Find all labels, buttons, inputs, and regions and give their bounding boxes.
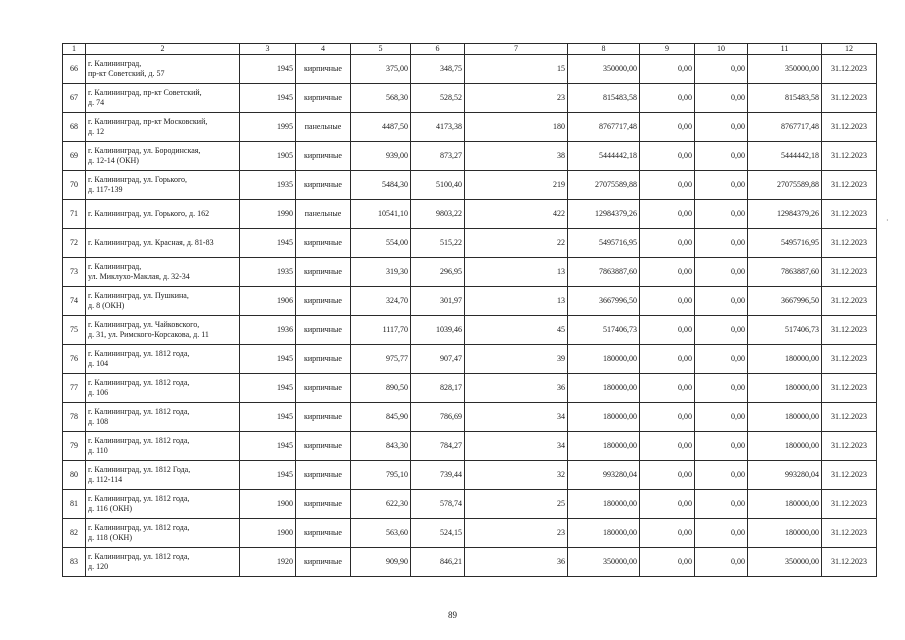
residents-count-cell: 22 xyxy=(465,229,568,258)
residential-area-cell: 524,15 xyxy=(411,519,465,548)
header-cell: 3 xyxy=(240,44,296,55)
fund-cost-cell: 0,00 xyxy=(640,548,695,577)
total-area-cell: 909,90 xyxy=(351,548,411,577)
deadline-date-cell: 31.12.2023 xyxy=(822,287,877,316)
total-cost-cell: 180000,00 xyxy=(568,519,640,548)
table-row xyxy=(63,258,877,287)
row-number-cell: 74 xyxy=(63,287,86,316)
residential-area-cell: 578,74 xyxy=(411,490,465,519)
residents-count-cell: 13 xyxy=(465,258,568,287)
owners-cost-cell: 180000,00 xyxy=(748,374,822,403)
header-cell: 5 xyxy=(351,44,411,55)
header-cell: 4 xyxy=(296,44,351,55)
residents-count-cell: 23 xyxy=(465,84,568,113)
address-cell: г. Калининград, пр-кт Советский, д. 74 xyxy=(86,84,240,113)
wall-material-cell: панельные xyxy=(296,200,351,229)
residential-area-cell: 873,27 xyxy=(411,142,465,171)
year-cell: 1945 xyxy=(240,461,296,490)
address-cell: г. Калининград, ул. 1812 года, д. 104 xyxy=(86,345,240,374)
owners-cost-cell: 12984379,26 xyxy=(748,200,822,229)
row-number-cell: 82 xyxy=(63,519,86,548)
year-cell: 1935 xyxy=(240,258,296,287)
housing-table xyxy=(62,43,877,577)
wall-material-cell: кирпичные xyxy=(296,229,351,258)
residential-area-cell: 786,69 xyxy=(411,403,465,432)
deadline-date-cell: 31.12.2023 xyxy=(822,519,877,548)
table-row xyxy=(63,403,877,432)
owners-cost-cell: 815483,58 xyxy=(748,84,822,113)
total-area-cell: 890,50 xyxy=(351,374,411,403)
table-row xyxy=(63,461,877,490)
total-area-cell: 975,77 xyxy=(351,345,411,374)
deadline-date-cell: 31.12.2023 xyxy=(822,345,877,374)
residential-area-cell: 828,17 xyxy=(411,374,465,403)
total-area-cell: 939,00 xyxy=(351,142,411,171)
address-cell: г. Калининград, ул. 1812 года, д. 110 xyxy=(86,432,240,461)
budget-cost-cell: 0,00 xyxy=(695,490,748,519)
budget-cost-cell: 0,00 xyxy=(695,113,748,142)
year-cell: 1900 xyxy=(240,490,296,519)
owners-cost-cell: 5495716,95 xyxy=(748,229,822,258)
header-cell: 1 xyxy=(63,44,86,55)
deadline-date-cell: 31.12.2023 xyxy=(822,113,877,142)
budget-cost-cell: 0,00 xyxy=(695,403,748,432)
budget-cost-cell: 0,00 xyxy=(695,229,748,258)
total-cost-cell: 993280,04 xyxy=(568,461,640,490)
budget-cost-cell: 0,00 xyxy=(695,200,748,229)
owners-cost-cell: 27075589,88 xyxy=(748,171,822,200)
year-cell: 1990 xyxy=(240,200,296,229)
header-cell: 10 xyxy=(695,44,748,55)
address-cell: г. Калининград, ул. 1812 Года, д. 112-114 xyxy=(86,461,240,490)
total-cost-cell: 180000,00 xyxy=(568,374,640,403)
total-cost-cell: 27075589,88 xyxy=(568,171,640,200)
fund-cost-cell: 0,00 xyxy=(640,113,695,142)
residential-area-cell: 9803,22 xyxy=(411,200,465,229)
total-area-cell: 375,00 xyxy=(351,55,411,84)
year-cell: 1935 xyxy=(240,171,296,200)
year-cell: 1900 xyxy=(240,519,296,548)
residents-count-cell: 422 xyxy=(465,200,568,229)
residential-area-cell: 1039,46 xyxy=(411,316,465,345)
row-number-cell: 81 xyxy=(63,490,86,519)
address-cell: г. Калининград, ул. 1812 года, д. 106 xyxy=(86,374,240,403)
year-cell: 1906 xyxy=(240,287,296,316)
year-cell: 1945 xyxy=(240,229,296,258)
row-number-cell: 75 xyxy=(63,316,86,345)
wall-material-cell: кирпичные xyxy=(296,171,351,200)
header-cell: 2 xyxy=(86,44,240,55)
wall-material-cell: кирпичные xyxy=(296,548,351,577)
budget-cost-cell: 0,00 xyxy=(695,432,748,461)
year-cell: 1905 xyxy=(240,142,296,171)
row-number-cell: 71 xyxy=(63,200,86,229)
table-row xyxy=(63,229,877,258)
residents-count-cell: 180 xyxy=(465,113,568,142)
fund-cost-cell: 0,00 xyxy=(640,287,695,316)
wall-material-cell: кирпичные xyxy=(296,519,351,548)
budget-cost-cell: 0,00 xyxy=(695,316,748,345)
wall-material-cell: кирпичные xyxy=(296,84,351,113)
residents-count-cell: 38 xyxy=(465,142,568,171)
owners-cost-cell: 180000,00 xyxy=(748,403,822,432)
header-cell: 12 xyxy=(822,44,877,55)
residential-area-cell: 907,47 xyxy=(411,345,465,374)
total-area-cell: 4487,50 xyxy=(351,113,411,142)
budget-cost-cell: 0,00 xyxy=(695,519,748,548)
total-cost-cell: 8767717,48 xyxy=(568,113,640,142)
owners-cost-cell: 993280,04 xyxy=(748,461,822,490)
fund-cost-cell: 0,00 xyxy=(640,403,695,432)
total-cost-cell: 12984379,26 xyxy=(568,200,640,229)
deadline-date-cell: 31.12.2023 xyxy=(822,171,877,200)
deadline-date-cell: 31.12.2023 xyxy=(822,403,877,432)
total-area-cell: 324,70 xyxy=(351,287,411,316)
total-cost-cell: 180000,00 xyxy=(568,403,640,432)
owners-cost-cell: 5444442,18 xyxy=(748,142,822,171)
deadline-date-cell: 31.12.2023 xyxy=(822,432,877,461)
row-number-cell: 66 xyxy=(63,55,86,84)
residents-count-cell: 36 xyxy=(465,548,568,577)
total-cost-cell: 5495716,95 xyxy=(568,229,640,258)
residential-area-cell: 784,27 xyxy=(411,432,465,461)
row-number-cell: 69 xyxy=(63,142,86,171)
fund-cost-cell: 0,00 xyxy=(640,432,695,461)
residents-count-cell: 32 xyxy=(465,461,568,490)
wall-material-cell: кирпичные xyxy=(296,55,351,84)
total-area-cell: 563,60 xyxy=(351,519,411,548)
total-cost-cell: 3667996,50 xyxy=(568,287,640,316)
residential-area-cell: 5100,40 xyxy=(411,171,465,200)
row-number-cell: 80 xyxy=(63,461,86,490)
fund-cost-cell: 0,00 xyxy=(640,200,695,229)
fund-cost-cell: 0,00 xyxy=(640,374,695,403)
fund-cost-cell: 0,00 xyxy=(640,316,695,345)
total-cost-cell: 5444442,18 xyxy=(568,142,640,171)
year-cell: 1945 xyxy=(240,345,296,374)
wall-material-cell: кирпичные xyxy=(296,258,351,287)
budget-cost-cell: 0,00 xyxy=(695,374,748,403)
wall-material-cell: кирпичные xyxy=(296,432,351,461)
owners-cost-cell: 7863887,60 xyxy=(748,258,822,287)
address-cell: г. Калининград, ул. Миклухо-Маклая, д. 32-34 xyxy=(86,258,240,287)
year-cell: 1995 xyxy=(240,113,296,142)
row-number-cell: 76 xyxy=(63,345,86,374)
fund-cost-cell: 0,00 xyxy=(640,84,695,113)
residents-count-cell: 23 xyxy=(465,519,568,548)
page-number: 89 xyxy=(448,610,457,620)
row-number-cell: 77 xyxy=(63,374,86,403)
deadline-date-cell: 31.12.2023 xyxy=(822,258,877,287)
total-cost-cell: 180000,00 xyxy=(568,345,640,374)
fund-cost-cell: 0,00 xyxy=(640,171,695,200)
address-cell: г. Калининград, ул. 1812 года, д. 116 (ОКН) xyxy=(86,490,240,519)
address-cell: г. Калининград, пр-кт Московский, д. 12 xyxy=(86,113,240,142)
owners-cost-cell: 180000,00 xyxy=(748,432,822,461)
total-area-cell: 795,10 xyxy=(351,461,411,490)
header-cell: 11 xyxy=(748,44,822,55)
budget-cost-cell: 0,00 xyxy=(695,55,748,84)
header-cell: 6 xyxy=(411,44,465,55)
budget-cost-cell: 0,00 xyxy=(695,287,748,316)
residents-count-cell: 34 xyxy=(465,403,568,432)
header-cell: 7 xyxy=(465,44,568,55)
budget-cost-cell: 0,00 xyxy=(695,258,748,287)
address-cell: г. Калининград, ул. 1812 года, д. 120 xyxy=(86,548,240,577)
deadline-date-cell: 31.12.2023 xyxy=(822,55,877,84)
owners-cost-cell: 180000,00 xyxy=(748,490,822,519)
wall-material-cell: кирпичные xyxy=(296,316,351,345)
fund-cost-cell: 0,00 xyxy=(640,55,695,84)
year-cell: 1945 xyxy=(240,432,296,461)
residents-count-cell: 39 xyxy=(465,345,568,374)
table-row xyxy=(63,287,877,316)
header-cell: 9 xyxy=(640,44,695,55)
row-number-cell: 73 xyxy=(63,258,86,287)
deadline-date-cell: 31.12.2023 xyxy=(822,229,877,258)
row-number-cell: 79 xyxy=(63,432,86,461)
owners-cost-cell: 8767717,48 xyxy=(748,113,822,142)
table-row xyxy=(63,55,877,84)
address-cell: г. Калининград, ул. 1812 года, д. 108 xyxy=(86,403,240,432)
residential-area-cell: 739,44 xyxy=(411,461,465,490)
address-cell: г. Калининград, ул. Горького, д. 117-139 xyxy=(86,171,240,200)
row-number-cell: 68 xyxy=(63,113,86,142)
total-cost-cell: 7863887,60 xyxy=(568,258,640,287)
row-number-cell: 78 xyxy=(63,403,86,432)
year-cell: 1945 xyxy=(240,374,296,403)
residential-area-cell: 528,52 xyxy=(411,84,465,113)
column-number-header-row xyxy=(63,44,877,55)
fund-cost-cell: 0,00 xyxy=(640,345,695,374)
wall-material-cell: кирпичные xyxy=(296,403,351,432)
scan-speck: · xyxy=(886,216,889,225)
residential-area-cell: 846,21 xyxy=(411,548,465,577)
budget-cost-cell: 0,00 xyxy=(695,171,748,200)
total-area-cell: 554,00 xyxy=(351,229,411,258)
table-row xyxy=(63,84,877,113)
row-number-cell: 83 xyxy=(63,548,86,577)
total-area-cell: 5484,30 xyxy=(351,171,411,200)
owners-cost-cell: 180000,00 xyxy=(748,519,822,548)
fund-cost-cell: 0,00 xyxy=(640,229,695,258)
residential-area-cell: 296,95 xyxy=(411,258,465,287)
address-cell: г. Калининград, пр-кт Советский, д. 57 xyxy=(86,55,240,84)
total-area-cell: 843,30 xyxy=(351,432,411,461)
owners-cost-cell: 3667996,50 xyxy=(748,287,822,316)
deadline-date-cell: 31.12.2023 xyxy=(822,142,877,171)
deadline-date-cell: 31.12.2023 xyxy=(822,84,877,113)
total-cost-cell: 517406,73 xyxy=(568,316,640,345)
total-cost-cell: 815483,58 xyxy=(568,84,640,113)
fund-cost-cell: 0,00 xyxy=(640,142,695,171)
residents-count-cell: 36 xyxy=(465,374,568,403)
table-row xyxy=(63,316,877,345)
wall-material-cell: кирпичные xyxy=(296,374,351,403)
residents-count-cell: 45 xyxy=(465,316,568,345)
year-cell: 1945 xyxy=(240,84,296,113)
fund-cost-cell: 0,00 xyxy=(640,461,695,490)
residential-area-cell: 4173,38 xyxy=(411,113,465,142)
table-row xyxy=(63,374,877,403)
residents-count-cell: 25 xyxy=(465,490,568,519)
table-row xyxy=(63,200,877,229)
address-cell: г. Калининград, ул. 1812 года, д. 118 (ОКН) xyxy=(86,519,240,548)
wall-material-cell: кирпичные xyxy=(296,461,351,490)
total-cost-cell: 180000,00 xyxy=(568,432,640,461)
residential-area-cell: 515,22 xyxy=(411,229,465,258)
wall-material-cell: кирпичные xyxy=(296,345,351,374)
row-number-cell: 72 xyxy=(63,229,86,258)
total-area-cell: 622,30 xyxy=(351,490,411,519)
wall-material-cell: кирпичные xyxy=(296,142,351,171)
deadline-date-cell: 31.12.2023 xyxy=(822,200,877,229)
owners-cost-cell: 350000,00 xyxy=(748,548,822,577)
table-row xyxy=(63,432,877,461)
total-area-cell: 568,30 xyxy=(351,84,411,113)
total-area-cell: 1117,70 xyxy=(351,316,411,345)
owners-cost-cell: 517406,73 xyxy=(748,316,822,345)
fund-cost-cell: 0,00 xyxy=(640,258,695,287)
residential-area-cell: 301,97 xyxy=(411,287,465,316)
address-cell: г. Калининград, ул. Бородинская, д. 12-14 (ОКН) xyxy=(86,142,240,171)
header-cell: 8 xyxy=(568,44,640,55)
owners-cost-cell: 180000,00 xyxy=(748,345,822,374)
deadline-date-cell: 31.12.2023 xyxy=(822,490,877,519)
table-row xyxy=(63,171,877,200)
total-area-cell: 845,90 xyxy=(351,403,411,432)
residents-count-cell: 34 xyxy=(465,432,568,461)
total-cost-cell: 350000,00 xyxy=(568,55,640,84)
residents-count-cell: 13 xyxy=(465,287,568,316)
budget-cost-cell: 0,00 xyxy=(695,461,748,490)
fund-cost-cell: 0,00 xyxy=(640,490,695,519)
table-row xyxy=(63,345,877,374)
deadline-date-cell: 31.12.2023 xyxy=(822,316,877,345)
year-cell: 1936 xyxy=(240,316,296,345)
year-cell: 1945 xyxy=(240,403,296,432)
budget-cost-cell: 0,00 xyxy=(695,345,748,374)
table-row xyxy=(63,142,877,171)
row-number-cell: 67 xyxy=(63,84,86,113)
fund-cost-cell: 0,00 xyxy=(640,519,695,548)
table-row xyxy=(63,548,877,577)
budget-cost-cell: 0,00 xyxy=(695,142,748,171)
total-cost-cell: 180000,00 xyxy=(568,490,640,519)
total-area-cell: 319,30 xyxy=(351,258,411,287)
deadline-date-cell: 31.12.2023 xyxy=(822,461,877,490)
table-row xyxy=(63,490,877,519)
deadline-date-cell: 31.12.2023 xyxy=(822,374,877,403)
address-cell: г. Калининград, ул. Чайковского, д. 31, ул. Римского-Корсакова, д. 11 xyxy=(86,316,240,345)
year-cell: 1920 xyxy=(240,548,296,577)
wall-material-cell: панельные xyxy=(296,113,351,142)
residents-count-cell: 219 xyxy=(465,171,568,200)
row-number-cell: 70 xyxy=(63,171,86,200)
address-cell: г. Калининград, ул. Пушкина, д. 8 (ОКН) xyxy=(86,287,240,316)
table-row xyxy=(63,113,877,142)
deadline-date-cell: 31.12.2023 xyxy=(822,548,877,577)
residential-area-cell: 348,75 xyxy=(411,55,465,84)
address-cell: г. Калининград, ул. Горького, д. 162 xyxy=(86,200,240,229)
total-area-cell: 10541,10 xyxy=(351,200,411,229)
residents-count-cell: 15 xyxy=(465,55,568,84)
wall-material-cell: кирпичные xyxy=(296,287,351,316)
owners-cost-cell: 350000,00 xyxy=(748,55,822,84)
year-cell: 1945 xyxy=(240,55,296,84)
budget-cost-cell: 0,00 xyxy=(695,548,748,577)
wall-material-cell: кирпичные xyxy=(296,490,351,519)
table-row xyxy=(63,519,877,548)
total-cost-cell: 350000,00 xyxy=(568,548,640,577)
address-cell: г. Калининград, ул. Красная, д. 81-83 xyxy=(86,229,240,258)
budget-cost-cell: 0,00 xyxy=(695,84,748,113)
